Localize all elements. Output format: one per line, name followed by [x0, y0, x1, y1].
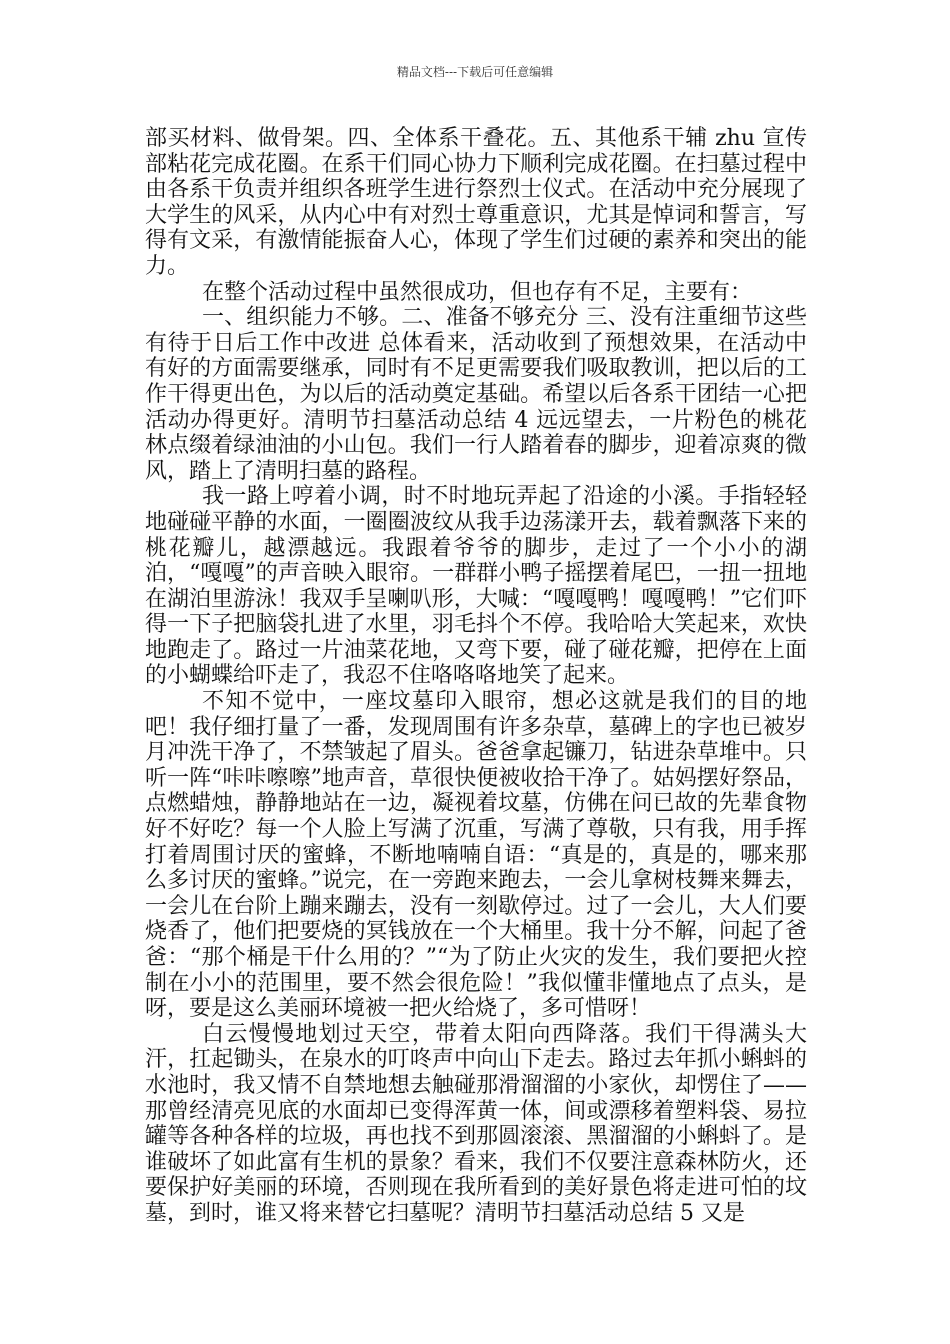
paragraph-2: 在整个活动过程中虽然很成功，但也存有不足，主要有： — [202, 279, 753, 305]
page-header: 精品文档---下载后可任意编辑 — [396, 65, 554, 79]
paragraph-4: 我一路上哼着小调，时不时地玩弄起了沿途的小溪。手指轻轻地碰碰平静的水面，一圈圈波纹从我手边荡漾开去，载着飘落下来的桃花瓣儿，越漂越远。我跟着爷爷的脚步，走过了一个小小的湖泊，“嘎嘎”的声音映入眼帘。一群群小鸭子摇摆着尾巴，一扭一扭地在湖泊里游泳！我双手呈喇叭形，大喊：“嘎嘎鸭！嘎嘎鸭！”它们吓得一下子把脑袋扎进了水里，羽毛抖个不停。我哈哈大笑起来，欢快地跑走了。路过一片油菜花地，又弯下要，碰了碰花瓣，把停在上面的小蝴蝶给吓走了，我忍不住咯咯咯地笑了起来。 — [145, 484, 807, 689]
paragraph-1: 部买材料、做骨架。四、全体系干叠花。五、其他系干辅 zhu 宣传部粘花完成花圈。在系干们同心协力下顺利完成花圈。在扫墓过程中由各系干负责并组织各班学生进行祭烈士仪式。在活动中充分展现了大学生的风采，从内心中有对烈士尊重意识，尤其是悼词和誓言，写得有文采，有激情能振奋人心，体现了学生们过硬的素养和突出的能力。 — [145, 126, 807, 279]
paragraph-3: 一、组织能力不够。二、准备不够充分 三、没有注重细节这些有待于日后工作中改进 总体看来，活动收到了预想效果，在活动中有好的方面需要继承，同时有不足更需要我们吸取教训，把以后的工作干得更出色，为以后的活动奠定基础。希望以后各系干团结一心把活动办得更好。清明节扫墓活动总结 4 远远望去，一片粉色的桃花林点缀着绿油油的小山包。我们一行人踏着春的脚步，迎着凉爽的微风，踏上了清明扫墓的路程。 — [145, 305, 807, 484]
paragraph-5: 不知不觉中，一座坟墓印入眼帘，想必这就是我们的目的地吧！我仔细打量了一番，发现周围有许多杂草，墓碑上的字也已被岁月冲洗干净了，不禁皱起了眉头。爸爸拿起镰刀，钻进杂草堆中。只听一阵“咔咔嚓嚓”地声音，草很快便被收拾干净了。姑妈摆好祭品，点燃蜡烛，静静地站在一边，凝视着坟墓，仿佛在问已故的先辈食物好不好吃？每一个人脸上写满了沉重，写满了尊敬，只有我，用手挥打着周围讨厌的蜜蜂，不断地喃喃自语：“真是的，真是的，哪来那么多讨厌的蜜蜂。”说完，在一旁跑来跑去，一会儿拿树枝舞来舞去，一会儿在台阶上蹦来蹦去，没有一刻歇停过。过了一会儿，大人们要烧香了，他们把要烧的冥钱放在一个大桶里。我十分不解，问起了爸爸：“那个桶是干什么用的？”“为了防止火灾的发生，我们要把火控制在小小的范围里，要不然会很危险！”我似懂非懂地点了点头，是呀，要是这么美丽环境被一把火给烧了，多可惜呀！ — [145, 689, 807, 1022]
document-body — [145, 126, 807, 1227]
paragraph-6: 白云慢慢地划过天空，带着太阳向西降落。我们干得满头大汗，扛起锄头，在泉水的叮咚声中向山下走去。路过去年抓小蝌蚪的水池时，我又情不自禁地想去触碰那滑溜溜的小家伙，却愣住了——那曾经清亮见底的水面却已变得浑黄一体，间或漂移着塑料袋、易拉罐等各种各样的垃圾，再也找不到那圆滚滚、黑溜溜的小蝌蚪了。是谁破坏了如此富有生机的景象？看来，我们不仅要注意森林防火，还要保护好美丽的环境，否则现在我所看到的美好景色将走进可怕的坟墓，到时，谁又将来替它扫墓呢？清明节扫墓活动总结 5 又是 — [145, 1021, 807, 1226]
